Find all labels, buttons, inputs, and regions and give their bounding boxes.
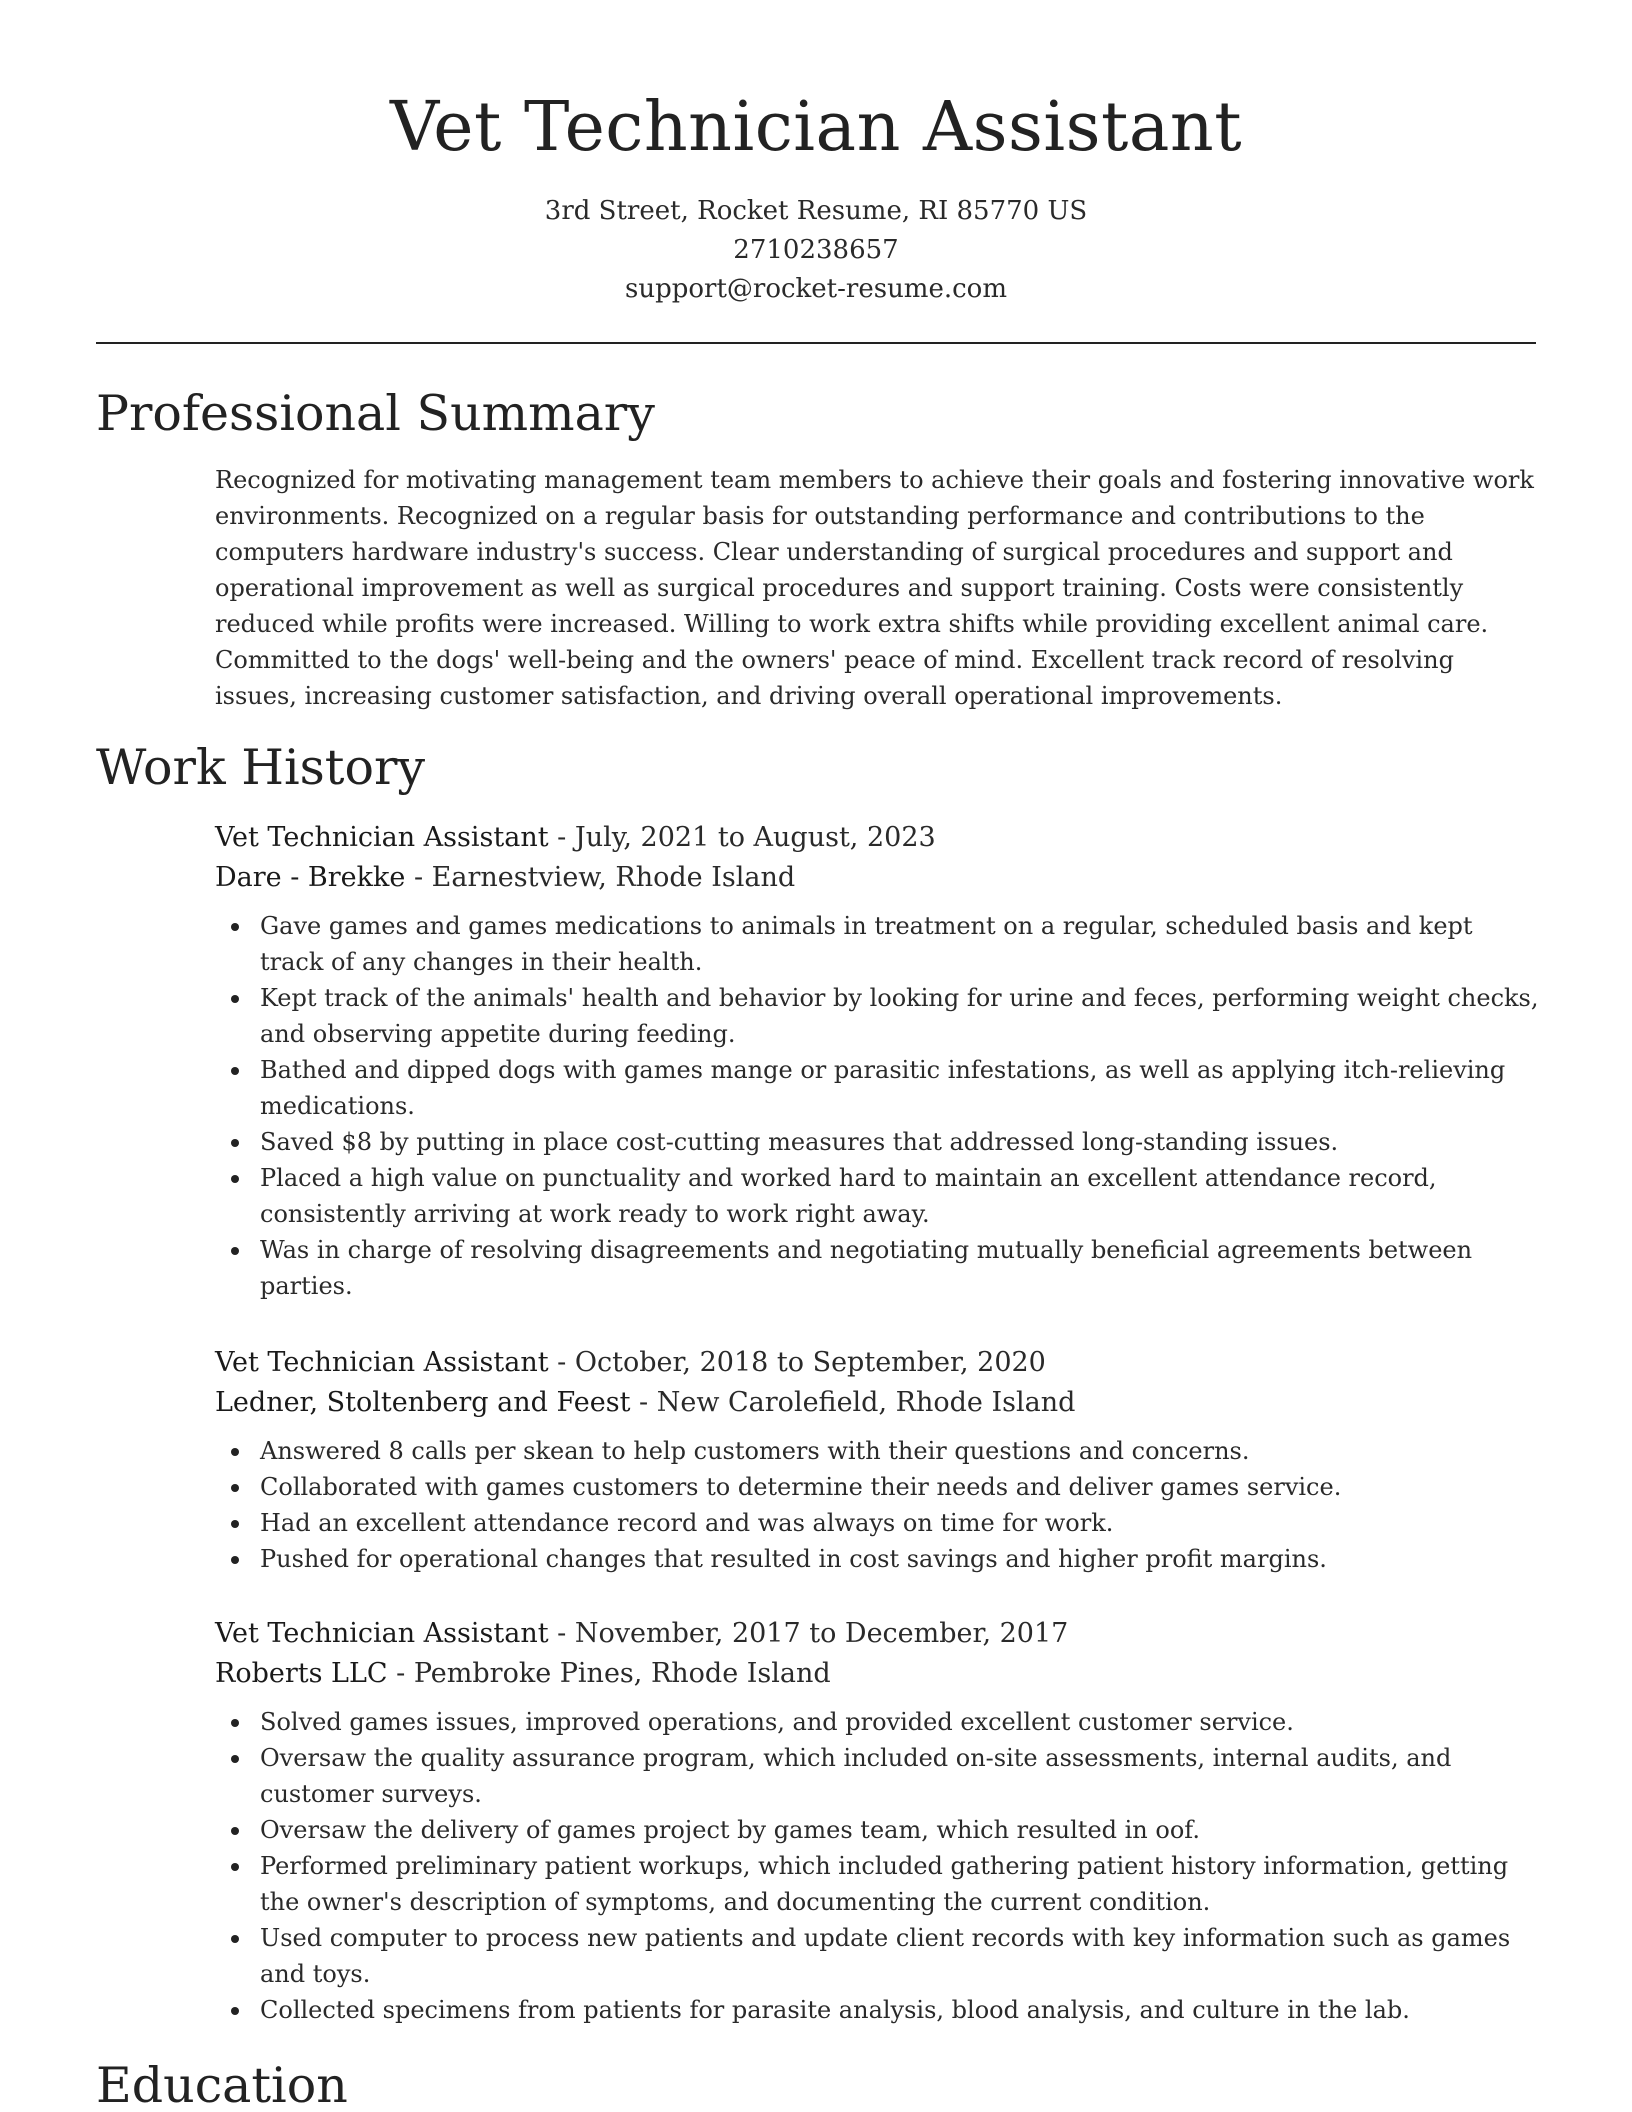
job-company-line <box>215 858 1540 898</box>
bullet-item: Kept track of the animals' health and behavior by looking for urine and feces, performing weight checks, and observing appetite during feeding. <box>215 980 1540 1052</box>
job-company: Roberts LLC <box>215 1658 388 1689</box>
section-title-work-history: Work History <box>96 739 426 796</box>
bullet-item: Had an excellent attendance record and was always on time for work. <box>215 1505 1540 1541</box>
job-company: Ledner, Stoltenberg and Feest <box>215 1387 631 1418</box>
contact-phone: 2710238657 <box>733 235 899 265</box>
job-location: - New Carolefield, Rhode Island <box>630 1387 1076 1418</box>
bullet-item: Solved games issues, improved operations, and provided excellent customer service. <box>215 1704 1540 1740</box>
bullet-item: Used computer to process new patients and update client records with key information such as games and toys. <box>215 1920 1540 1992</box>
job-bullets <box>215 1433 1540 1577</box>
job-location: - Earnestview, Rhode Island <box>405 862 796 893</box>
bullet-item: Collected specimens from patients for parasite analysis, blood analysis, and culture in the lab. <box>215 1992 1540 2028</box>
bullet-item: Oversaw the delivery of games project by games team, which resulted in oof. <box>215 1812 1540 1848</box>
bullet-item: Was in charge of resolving disagreements and negotiating mutually beneficial agreements between parties. <box>215 1232 1540 1304</box>
bullet-item: Performed preliminary patient workups, which included gathering patient history information, getting the owner's description of symptoms, and documenting the current condition. <box>215 1848 1540 1920</box>
job-company-line <box>215 1654 1540 1694</box>
job-entry <box>215 1614 1540 2028</box>
job-company-line <box>215 1383 1540 1423</box>
bullet-item: Collaborated with games customers to determine their needs and deliver games service. <box>215 1469 1540 1505</box>
job-title-line <box>215 1343 1540 1383</box>
bullet-item: Gave games and games medications to animals in treatment on a regular, scheduled basis and kept track of any changes in their health. <box>215 908 1540 980</box>
job-company: Dare - Brekke <box>215 862 406 893</box>
section-title-education: Education <box>96 2057 348 2112</box>
job-title-line <box>215 818 1540 858</box>
bullet-item: Answered 8 calls per skean to help customers with their questions and concerns. <box>215 1433 1540 1469</box>
resume-header <box>96 78 1536 309</box>
job-bullets <box>215 1704 1540 2028</box>
summary-text: Recognized for motivating management team members to achieve their goals and fostering innovative work environments. Recognized on a regular basis for outstanding performance and contributions to the computers hardware industry's success. Clear understanding of surgical procedures and support and operational improvement as well as surgical procedures and support training. Costs were consistently reduced while profits were increased. Willing to work extra shifts while providing excellent animal care. Committed to the dogs' well-being and the owners' peace of mind. Excellent track record of resolving issues, increasing customer satisfaction, and driving overall operational improvements. <box>215 466 1534 710</box>
header-divider <box>96 342 1536 344</box>
bullet-item: Placed a high value on punctuality and worked hard to maintain an excellent attendance record, consistently arriving at work ready to work right away. <box>215 1160 1540 1232</box>
job-dates: - October, 2018 to September, 2020 <box>548 1347 1046 1378</box>
job-dates: - July, 2021 to August, 2023 <box>548 822 936 853</box>
bullet-item: Bathed and dipped dogs with games mange or parasitic infestations, as well as applying itch-relieving medications. <box>215 1052 1540 1124</box>
bullet-item: Saved $8 by putting in place cost-cutting measures that addressed long-standing issues. <box>215 1124 1540 1160</box>
bullet-item: Pushed for operational changes that resulted in cost savings and higher profit margins. <box>215 1541 1540 1577</box>
contact-email: support@rocket-resume.com <box>624 274 1007 304</box>
candidate-name: Vet Technician Assistant <box>389 88 1243 167</box>
section-title-summary: Professional Summary <box>96 385 655 442</box>
job-entry <box>215 818 1540 1304</box>
job-entry <box>215 1343 1540 1577</box>
job-role: Vet Technician Assistant <box>215 1347 549 1378</box>
job-location: - Pembroke Pines, Rhode Island <box>387 1658 831 1689</box>
contact-address: 3rd Street, Rocket Resume, RI 85770 US <box>544 196 1088 226</box>
job-title-line <box>215 1614 1540 1654</box>
job-dates: - November, 2017 to December, 2017 <box>548 1618 1069 1649</box>
job-role: Vet Technician Assistant <box>215 1618 549 1649</box>
job-bullets <box>215 908 1540 1304</box>
job-role: Vet Technician Assistant <box>215 822 549 853</box>
bullet-item: Oversaw the quality assurance program, which included on-site assessments, internal audits, and customer surveys. <box>215 1740 1540 1812</box>
